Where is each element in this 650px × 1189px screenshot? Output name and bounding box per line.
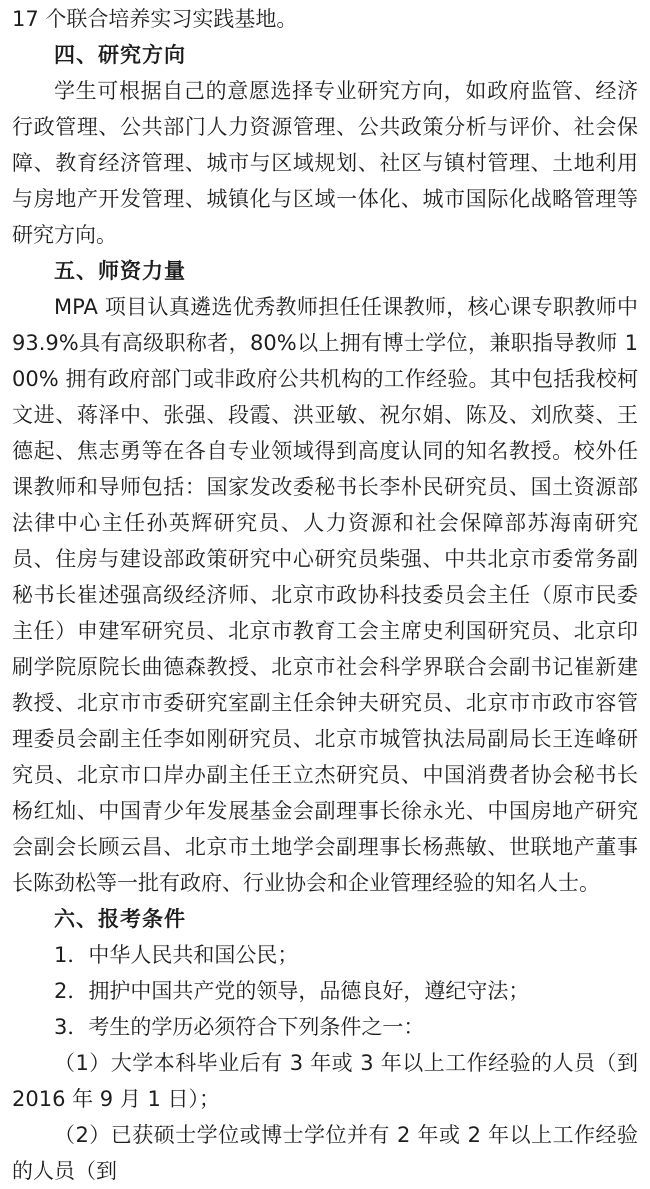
section-heading: 五、师资力量 xyxy=(54,259,186,283)
paragraph: 学生可根据自己的意愿选择专业研究方向，如政府监管、经济行政管理、公共部门人力资源管理、公共政策分析与评价、社会保障、教育经济管理、城市与区域规划、社区与镇村管理、土地利用与房地产开发管理、城镇化与区域一体化、城市国际化战略管理等研究方向。 xyxy=(12,79,638,247)
section-heading: 六、报考条件 xyxy=(54,907,186,931)
paragraph: 2．拥护中国共产党的领导，品德良好，遵纪守法； xyxy=(54,979,530,1003)
paragraph: 3．考生的学历必须符合下列条件之一： xyxy=(54,1015,425,1039)
paragraph: （1）大学本科毕业后有 3 年或 3 年以上工作经验的人员（到 2016 年 9 月 1 日）； xyxy=(12,1051,638,1111)
paragraph: 1．中华人民共和国公民； xyxy=(54,943,299,967)
paragraph: 17 个联合培养实习实践基地。 xyxy=(12,7,298,31)
document-body xyxy=(12,1,638,1189)
paragraph: MPA 项目认真遴选优秀教师担任任课教师，核心课专职教师中 93.9%具有高级职称者，80%以上拥有博士学位，兼职指导教师 100% 拥有政府部门或非政府公共机构的工作经验。其中包括我校柯文进、蒋泽中、张强、段霞、洪亚敏、祝尔娟、陈及、刘欣葵、王德起、焦志勇等在各自专业领域得到高度认同的知名教授。校外任课教师和导师包括：国家发改委秘书长李朴民研究员、国土资源部法律中心主任孙英辉研究员、人力资源和社会保障部苏海南研究员、住房与建设部政策研究中心研究员柴强、中共北京市委常务副秘书长崔述强高级经济师、北京市政协科技委员会主任（原市民委主任）申建军研究员、北京市教育工会主席史利国研究员、北京印刷学院原院长曲德森教授、北京市社会科学界联合会副书记崔新建教授、北京市市委研究室副主任余钟夫研究员、北京市市政市容管理委员会副主任李如刚研究员、北京市城管执法局副局长王连峰研究员、北京市口岸办副主任王立杰研究员、中国消费者协会秘书长杨红灿、中国青少年发展基金会副理事长徐永光、中国房地产研究会副会长顾云昌、北京市土地学会副理事长杨燕敏、世联地产董事长陈劲松等一批有政府、行业协会和企业管理经验的知名人士。 xyxy=(12,295,638,895)
section-heading: 四、研究方向 xyxy=(54,43,186,67)
paragraph: （2）已获硕士学位或博士学位并有 2 年或 2 年以上工作经验的人员（到 xyxy=(12,1123,638,1183)
